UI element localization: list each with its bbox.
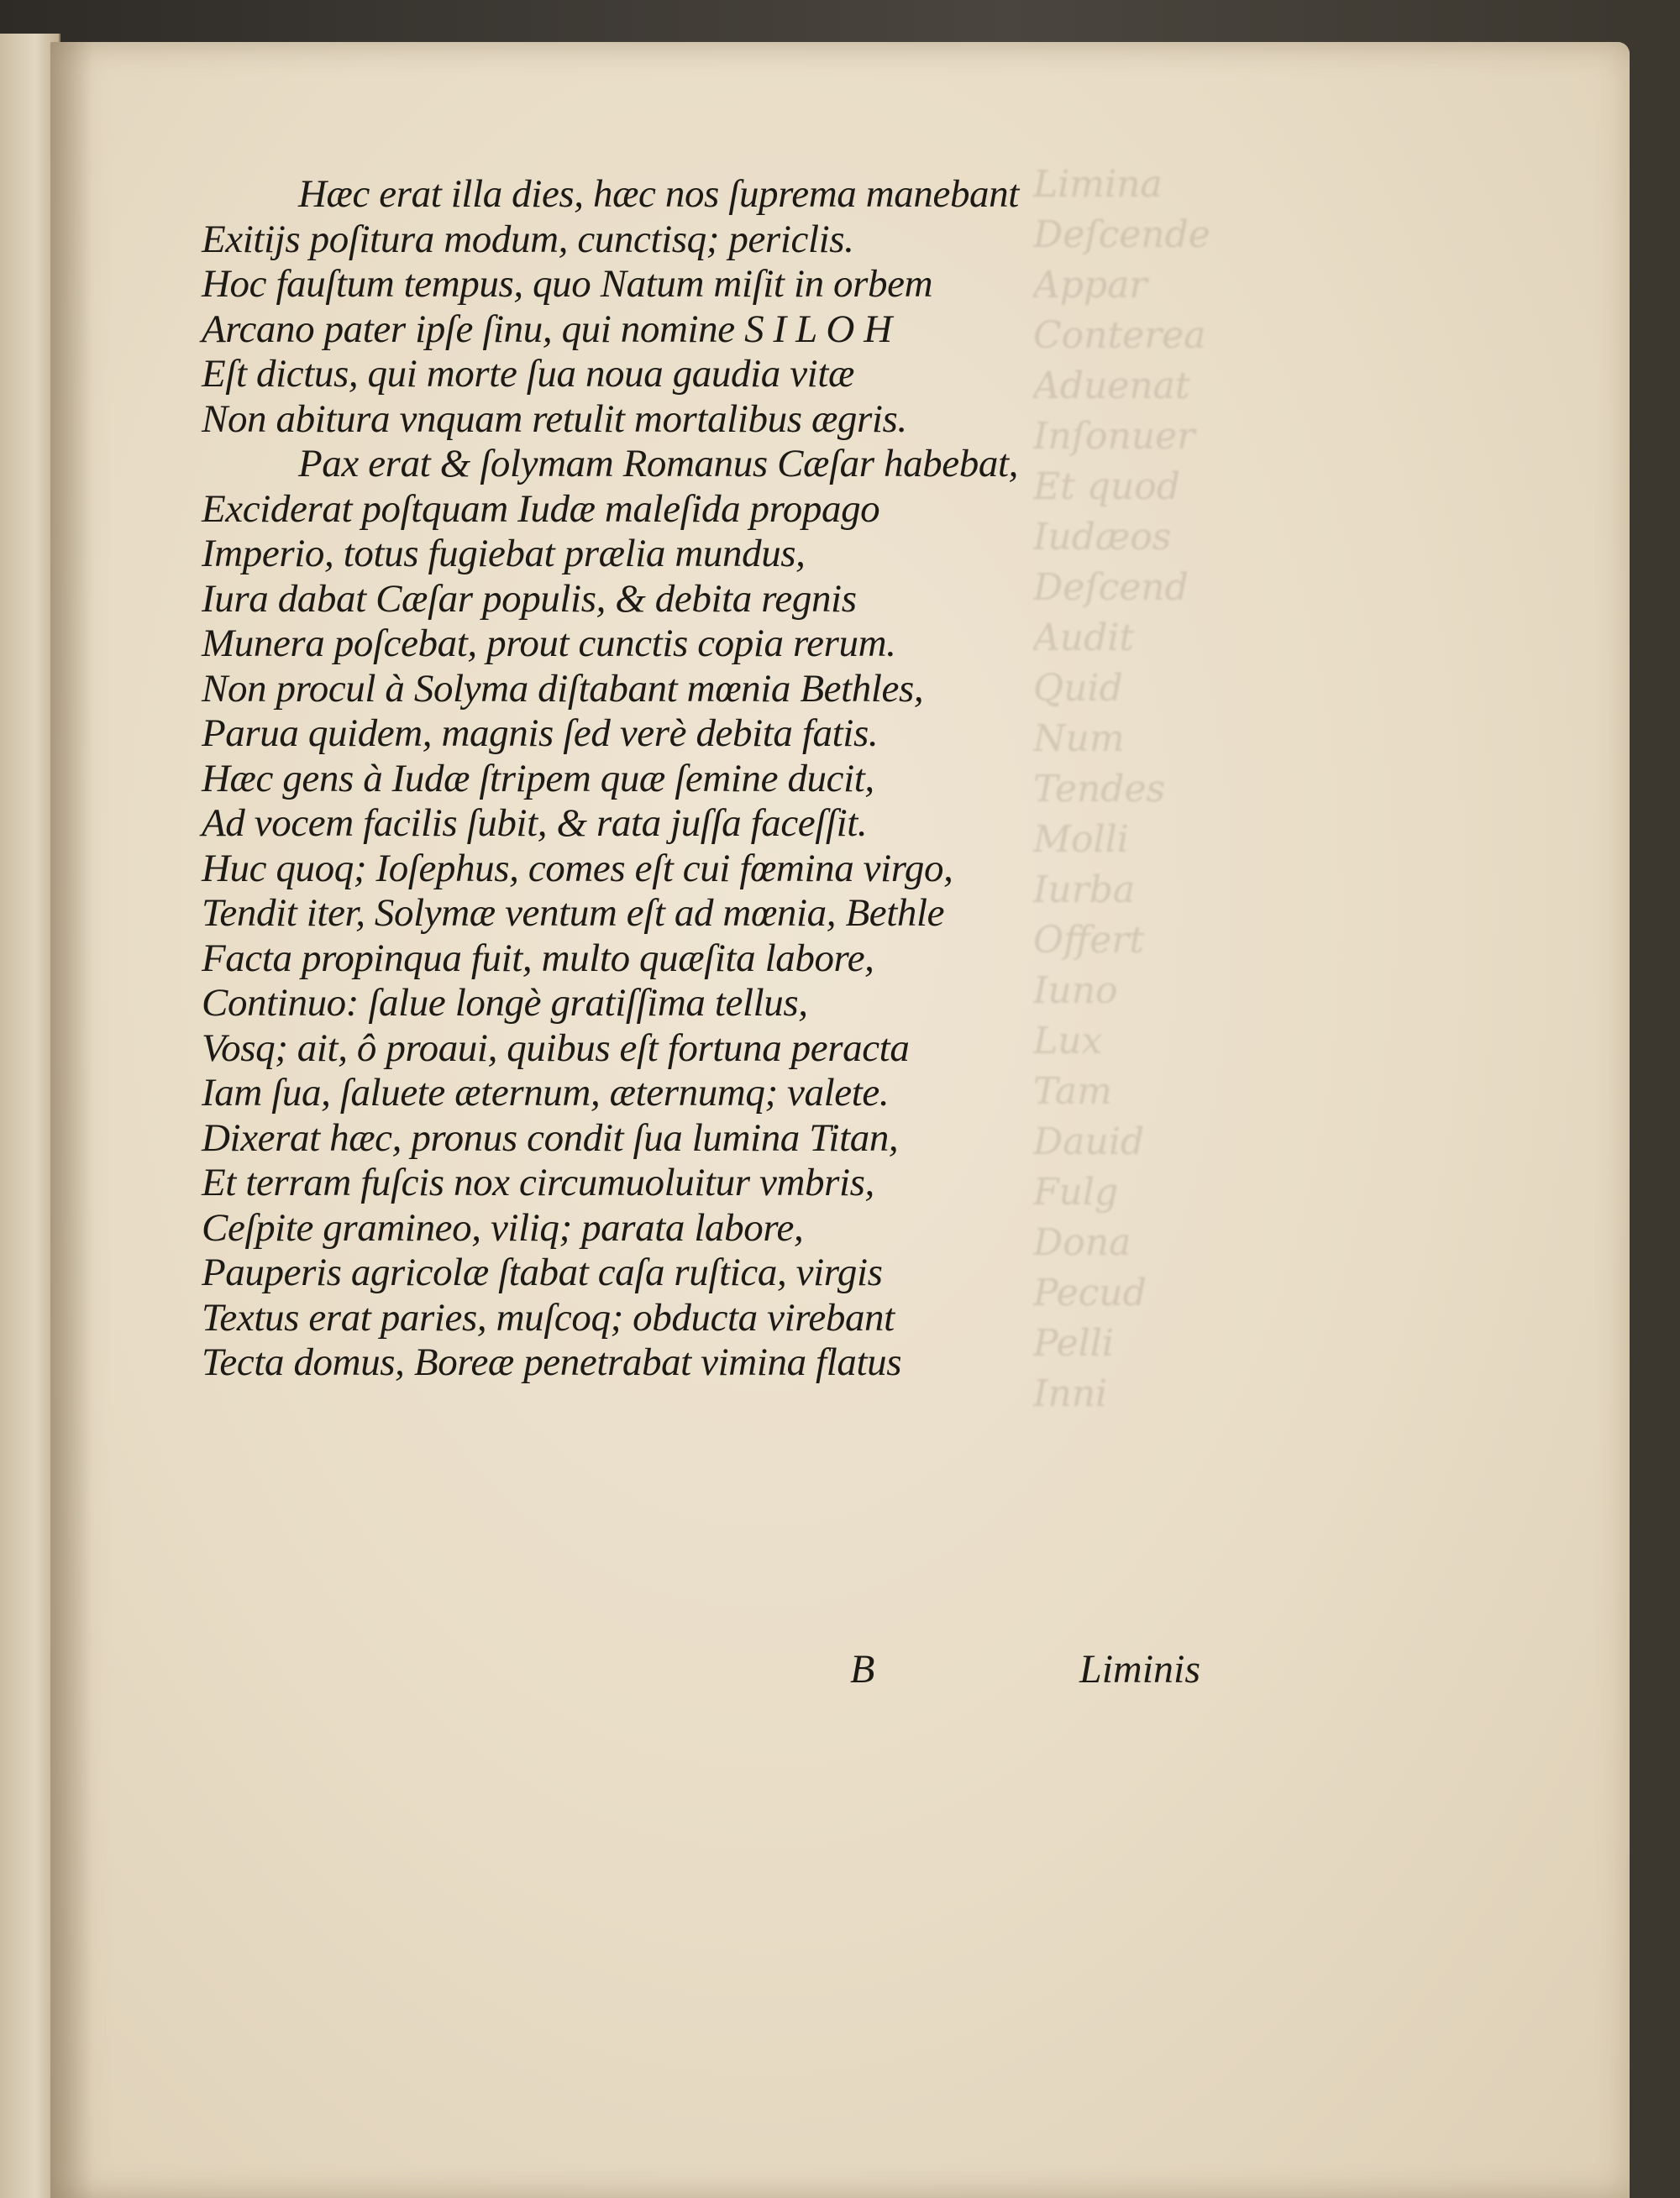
verse-line: Imperio, totus fugiebat prælia mundus, — [202, 532, 806, 575]
verse-line: Eſt dictus, qui morte ſua noua gaudia vitæ — [202, 352, 854, 396]
verse-line: Iam ſua, ſaluete æternum, æternumq; valete. — [202, 1071, 890, 1115]
catchword: Liminis — [1079, 1647, 1201, 1692]
verse-line: Textus erat paries, muſcoq; obducta virebant — [202, 1295, 895, 1340]
verse-line: Facta propinqua fuit, multo quæſita labore, — [202, 936, 874, 980]
verse-line: Pauperis agricolæ ſtabat caſa ruſtica, virgis — [202, 1251, 883, 1294]
verse-line: Pax erat & ſolymam Romanus Cæſar habebat, — [298, 442, 1018, 485]
verse-line: Tendit iter, Solymæ ventum eſt ad mœnia, Bethle — [202, 891, 945, 935]
verse-line: Parua quidem, magnis ſed verè debita fatis. — [202, 711, 879, 755]
verse-line: Arcano pater ipſe ſinu, qui nomine S I L O H — [202, 307, 892, 351]
verse-line: Exitijs poſitura modum, cunctisq; periclis. — [202, 217, 854, 261]
signature-mark: B — [850, 1647, 875, 1692]
verse-text — [202, 172, 1252, 1386]
verse-line: Tecta domus, Boreæ penetrabat vimina flatus — [202, 1340, 902, 1384]
verse-line: Et terram fuſcis nox circumuoluitur vmbris, — [202, 1161, 874, 1204]
verse-line: Iura dabat Cæſar populis, & debita regnis — [202, 576, 857, 621]
verse-line: Munera poſcebat, prout cunctis copia rerum. — [202, 622, 896, 665]
page-gutter-shadow — [50, 42, 92, 2198]
verse-line: Hæc erat illa dies, hæc nos ſuprema manebant — [298, 172, 1019, 216]
verse-line: Ad vocem facilis ſubit, & rata juſſa faceſſit. — [202, 801, 868, 845]
verse-line: Non procul à Solyma diſtabant mœnia Bethles, — [202, 666, 924, 711]
page-footer — [0, 1646, 1680, 1697]
verse-line: Hoc fauſtum tempus, quo Natum miſit in orbem — [202, 262, 933, 306]
show-through-from-reverse: Limina Deſcende Appar Conterea Aduenat Inſonuer Et quod Iudæos Deſcend Audit Quid Num Tendes Molli Iurba Offert Iuno Lux Tam Dauid Fulg Dona Pecud Pelli Inni — [1033, 163, 1210, 1415]
verse-line: Vosq; ait, ô proaui, quibus eſt fortuna peracta — [202, 1026, 910, 1070]
verse-line: Ceſpite gramineo, viliq; parata labore, — [202, 1205, 804, 1250]
verse-line: Huc quoq; Ioſephus, comes eſt cui fœmina virgo, — [202, 846, 953, 890]
verse-line: Continuo: ſalue longè gratiſſima tellus, — [202, 981, 808, 1025]
verse-line: Dixerat hæc, pronus condit ſua lumina Titan, — [202, 1115, 899, 1160]
verse-line: Hæc gens à Iudæ ſtripem quæ ſemine ducit, — [202, 756, 874, 800]
verse-line: Exciderat poſtquam Iudæ maleſida propago — [202, 486, 880, 531]
verse-line: Non abitura vnquam retulit mortalibus ægris. — [202, 396, 907, 441]
